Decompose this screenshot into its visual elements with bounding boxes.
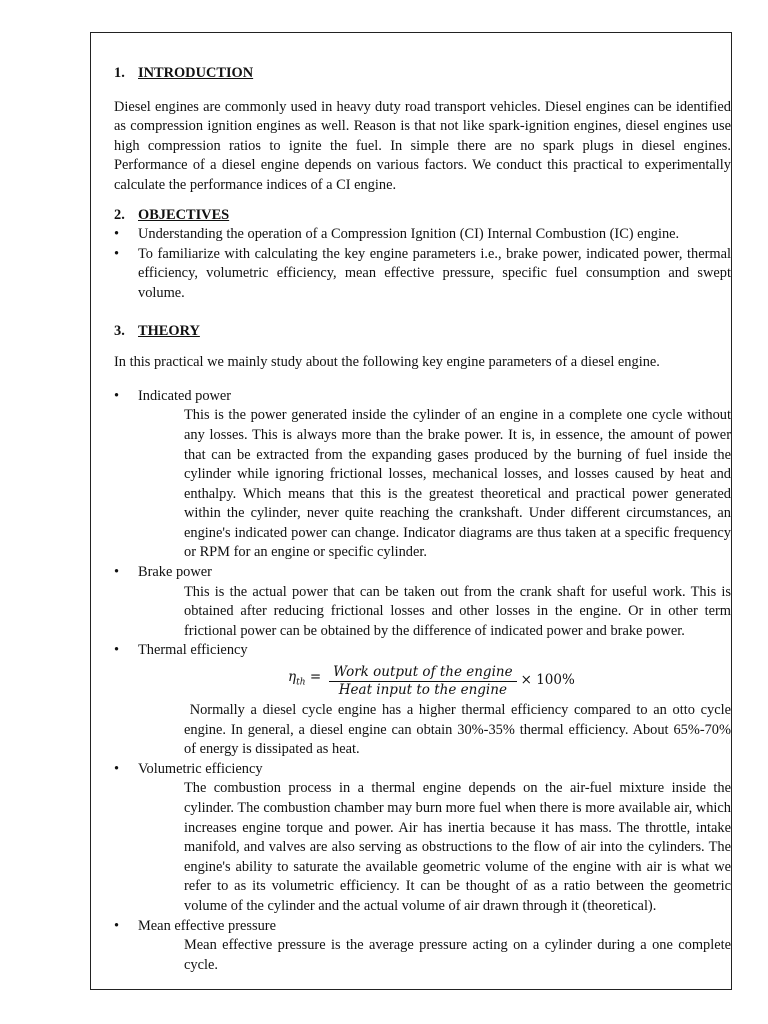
list-item [114, 563, 731, 641]
list-item [114, 760, 731, 917]
parameter-label: Volumetric efficiency [138, 760, 263, 777]
parameter-label: Mean effective pressure [138, 917, 276, 934]
parameter-description: The combustion process in a thermal engine depends on the air-fuel mixture inside the cylinder. The combustion chamber may burn more fuel when there is more available air, which increases engine torque and power. Air has inertia because it has mass. The throttle, intake manifold, and valves are also serving as obstructions to the flow of air into the cylinders. The engine's ability to saturate the available geometric volume of the engine with air is what we refer to as its volumetric efficiency. It can be thought of as a ratio between the geometric volume of the cylinder and the actual volume of air drawn through it (theoretical). [184, 780, 731, 914]
section-title: INTRODUCTION [138, 65, 254, 81]
bullet-marker: • [114, 642, 120, 659]
section-heading-objectives [114, 206, 731, 226]
bullet-marker: • [114, 917, 120, 934]
objective-text: Understanding the operation of a Compression Ignition (CI) Internal Combustion (IC) engine. [138, 226, 680, 243]
section-number: 3. [114, 322, 125, 339]
parameter-description: This is the actual power that can be taken out from the crank shaft for useful work. This is obtained after reducing frictional losses and other losses in the engine. Or in other term frictional power can be obtained by the difference of indicated power and brake power. [184, 583, 731, 639]
objective-text: To familiarize with calculating the key engine parameters i.e., brake power, indicated power, thermal efficiency, volumetric efficiency, mean effective pressure, specific fuel consumption and swept volume. [138, 245, 731, 301]
equation-rhs: × 100% [520, 672, 575, 689]
theory-intro: In this practical we mainly study about the following key engine parameters of a diesel engine. [114, 354, 660, 371]
parameter-description: This is the power generated inside the cylinder of an engine in a complete one cycle without any losses. This is always more than the brake power. It is, in essence, the amount of power that can be extracted from the expanding gases produced by the burning of fuel inside the cylinder while ignoring frictional losses, mechanical losses, and losses caused by heat and enthalpy. Which means that this is the greatest theoretical and practical power generated within the cylinder, never quite reaching the crankshaft. Under different circumstances, an engine's indicated power can change. Indicator diagrams are thus taken at a specific frequency or RPM for an engine or specific cylinder. [184, 407, 731, 561]
bullet-marker: • [114, 760, 120, 777]
fraction-denominator: Heat input to the engine [338, 681, 507, 698]
list-item [114, 245, 731, 304]
bullet-marker: • [114, 245, 120, 262]
theory-list [114, 387, 735, 976]
equation-fraction [329, 664, 516, 699]
section-heading-theory [114, 322, 731, 342]
list-item [114, 641, 735, 759]
parameter-label: Indicated power [138, 387, 232, 404]
parameter-description: Normally a diesel cycle engine has a higher thermal efficiency compared to an otto cycle engine. In general, a diesel engine can obtain 30%-35% thermal efficiency. About 65%-70% of energy is dissipated as heat. [184, 702, 735, 758]
section-number: 2. [114, 206, 125, 223]
section-heading-introduction [114, 64, 731, 84]
section-number: 1. [114, 65, 125, 81]
list-item [114, 917, 731, 976]
section-title: THEORY [138, 322, 200, 339]
objectives-list [114, 225, 731, 303]
parameter-description: Mean effective pressure is the average pressure acting on a cylinder during a one complete cycle. [184, 937, 731, 973]
eta-symbol: η [288, 669, 297, 686]
section-title: OBJECTIVES [138, 206, 230, 223]
bullet-marker: • [114, 564, 120, 581]
eta-subscript: th [296, 678, 306, 689]
bullet-marker: • [114, 387, 120, 404]
list-item [114, 387, 731, 563]
fraction-numerator: Work output of the engine [329, 664, 516, 682]
parameter-label: Thermal efficiency [138, 642, 248, 659]
introduction-paragraph: Diesel engines are commonly used in heavy duty road transport vehicles. Diesel engines can be identified as compression ignition engines as well. Reason is that not like spark-ignition engines, diesel engines use high compression ratios to ignite the fuel. In simple there are no spark plugs in diesel engines. Performance of a diesel engine depends on various factors. We conduct this practical to experimentally calculate the performance indices of a CI engine. [114, 98, 731, 193]
document-body [114, 58, 735, 975]
list-item [114, 225, 731, 245]
thermal-efficiency-equation [288, 661, 731, 701]
equals-sign: = [309, 669, 322, 686]
equation-lhs [288, 668, 321, 693]
bullet-marker: • [114, 226, 120, 243]
parameter-label: Brake power [138, 564, 212, 581]
